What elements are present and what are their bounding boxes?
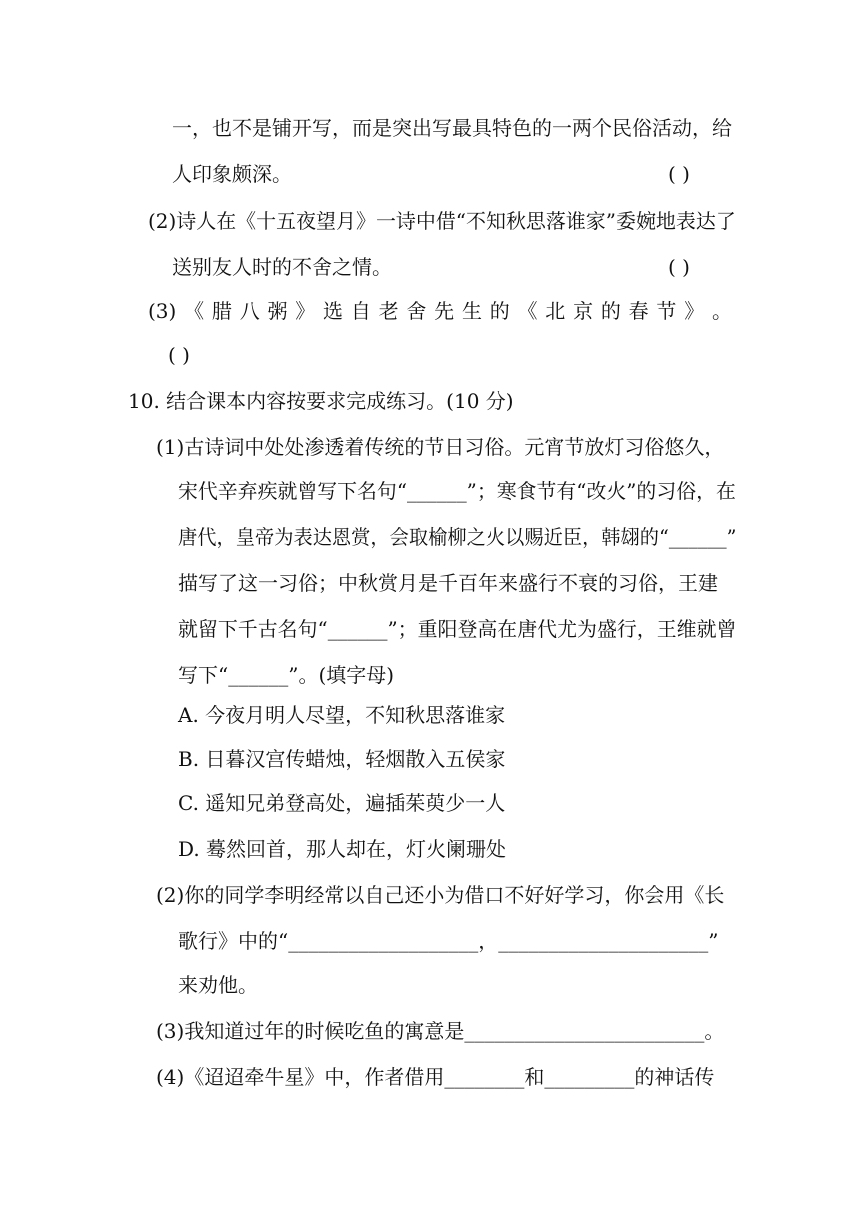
- q9-3-token: 春: [628, 299, 649, 323]
- q10-heading: 10. 结合课本内容按要求完成练习。(10 分): [128, 389, 514, 413]
- q9-3-token: (3): [148, 299, 177, 323]
- q10-1-line-2: 宋代辛弃疾就曾写下名句“______”；寒食节有“改火”的习俗，在: [178, 479, 736, 503]
- q9-2-answer-paren: ( ): [668, 255, 690, 279]
- q9-3-token: 自: [350, 299, 371, 323]
- q9-1-line-1: 一，也不是铺开写，而是突出写最具特色的一两个民俗活动，给: [172, 116, 732, 140]
- q10-2-line-3: 来劝他。: [178, 973, 258, 997]
- q10-1-line-5: 就留下千古名句“______”；重阳登高在唐代尤为盛行，王维就曾: [178, 617, 737, 641]
- q10-3-line-1: (3)我知道过年的时候吃鱼的寓意是________________________。: [156, 1019, 725, 1043]
- q10-1-line-3: 唐代，皇帝为表达恩赏，会取榆柳之火以赐近臣，韩翃的“______”: [178, 525, 737, 549]
- q9-3-line-1: [148, 298, 732, 324]
- q9-3-token: 北: [545, 299, 566, 323]
- q9-3-token: 的: [600, 299, 621, 323]
- q9-3-token: 生: [461, 299, 482, 323]
- q10-1-option-b: B. 日暮汉宫传蜡烛，轻烟散入五侯家: [178, 747, 506, 771]
- q10-1-line-6: 写下“______”。(填字母): [178, 663, 395, 687]
- q9-3-token: 京: [573, 299, 594, 323]
- q9-3-token: 》: [295, 299, 316, 323]
- q9-3-token: 》: [684, 299, 705, 323]
- q9-3-token: 《: [517, 299, 538, 323]
- q10-4-line-1: (4)《迢迢牵牛星》中，作者借用________和_________的神话传: [156, 1065, 715, 1089]
- q9-3-token: 节: [656, 299, 677, 323]
- q10-1-line-4: 描写了这一习俗；中秋赏月是千百年来盛行不衰的习俗，王建: [178, 571, 718, 595]
- q10-1-option-d: D. 蓦然回首，那人却在，灯火阑珊处: [178, 837, 507, 861]
- q9-3-token: 腊: [211, 299, 232, 323]
- q9-3-token: 舍: [406, 299, 427, 323]
- q9-3-token: 粥: [267, 299, 288, 323]
- q9-2-line-1: (2)诗人在《十五夜望月》一诗中借“不知秋思落谁家”委婉地表达了: [148, 209, 736, 233]
- q10-2-line-1: (2)你的同学李明经常以自己还小为借口不好好学习，你会用《长: [156, 883, 725, 907]
- q9-3-answer-paren: ( ): [168, 343, 190, 367]
- q9-3-token: 老: [378, 299, 399, 323]
- q10-2-line-2: 歌行》中的“___________________，_____________________”: [178, 929, 719, 953]
- q9-3-token: 。: [711, 299, 732, 323]
- q9-3-token: 的: [489, 299, 510, 323]
- q9-2-line-2: 送别友人时的不舍之情。: [172, 255, 392, 279]
- q9-1-line-2: 人印象颇深。: [172, 162, 292, 186]
- q10-1-line-1: (1)古诗词中处处渗透着传统的节日习俗。元宵节放灯习俗悠久，: [156, 435, 725, 459]
- q9-1-answer-paren: ( ): [668, 162, 690, 186]
- q9-3-token: 八: [239, 299, 260, 323]
- q9-3-token: 先: [434, 299, 455, 323]
- q9-3-token: 《: [184, 299, 205, 323]
- q10-1-option-c: C. 遥知兄弟登高处，遍插茱萸少一人: [178, 791, 506, 815]
- q9-3-token: 选: [323, 299, 344, 323]
- q10-1-option-a: A. 今夜月明人尽望，不知秋思落谁家: [178, 703, 506, 727]
